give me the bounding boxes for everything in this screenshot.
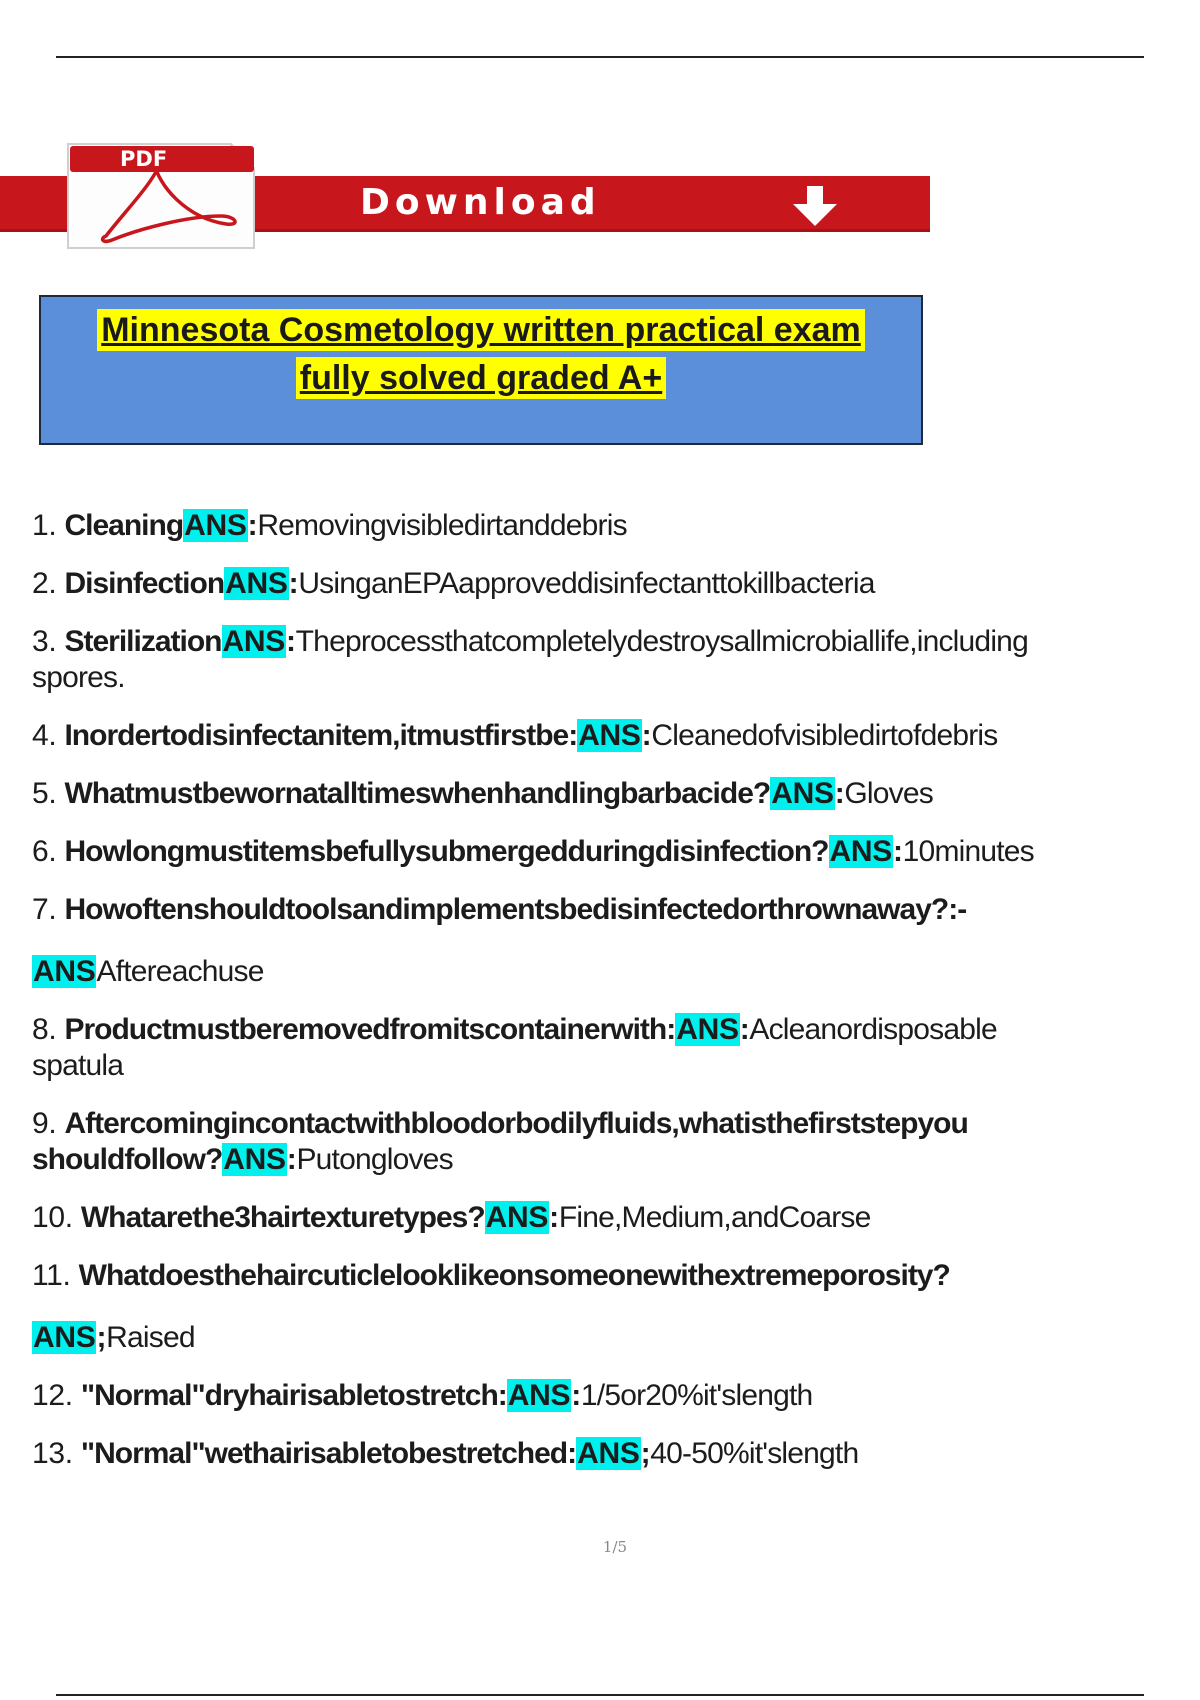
item-answer: Gloves — [844, 777, 933, 810]
item-question: Whatmustbewornatalltimeswhenhandlingbarbacide? — [64, 777, 771, 810]
item-number: 6. — [32, 835, 57, 868]
list-item — [32, 1106, 1192, 1178]
item-question: Aftercomingincontactwithbloodorbodilyfluids,whatisthefirststepyou — [64, 1107, 968, 1140]
item-number: 12. — [32, 1379, 73, 1412]
pdf-label: PDF — [120, 147, 168, 171]
download-label[interactable]: Download — [360, 182, 601, 223]
item-answer: 10minutes — [902, 835, 1034, 868]
list-item — [32, 834, 1192, 870]
item-answer-continued: spores. — [32, 661, 125, 694]
item-answer: Removingvisibledirtanddebris — [257, 509, 627, 542]
ans-marker: ANS — [485, 1201, 549, 1234]
item-question-continued: shouldfollow? — [32, 1143, 223, 1176]
item-answer: Cleanedofvisibledirtofdebris — [651, 719, 998, 752]
item-number: 10. — [32, 1201, 73, 1234]
item-separator: : — [549, 1201, 559, 1234]
item-answer: UsinganEPAapproveddisinfectanttokillbacteria — [298, 567, 875, 600]
item-question: Sterilization — [64, 625, 222, 658]
item-separator: : — [641, 719, 652, 752]
ans-marker: ANS — [577, 1437, 640, 1470]
item-separator: : — [892, 835, 903, 868]
item-number: 9. — [32, 1107, 57, 1140]
pdf-label-tag — [70, 146, 254, 172]
item-separator: : — [286, 1143, 297, 1176]
item-number: 8. — [32, 1013, 57, 1046]
list-item — [32, 1258, 1192, 1356]
item-number: 2. — [32, 567, 57, 600]
title-line-2: fully solved graded A+ — [296, 357, 666, 399]
item-question: Howlongmustitemsbefullysubmergedduringdisinfection? — [64, 835, 829, 868]
ans-marker: ANS — [578, 719, 641, 752]
item-answer: Putongloves — [296, 1143, 453, 1176]
item-question: Howoftenshouldtoolsandimplementsbedisinfectedorthrownaway?:- — [64, 893, 967, 926]
item-separator: ; — [96, 1321, 107, 1354]
item-question: Disinfection — [64, 567, 225, 600]
title-line-1: Minnesota Cosmetology written practical exam — [97, 309, 865, 351]
item-answer: Acleanordisposable — [749, 1013, 997, 1046]
ans-marker: ANS — [33, 1321, 96, 1354]
download-banner[interactable] — [0, 132, 940, 252]
ans-marker: ANS — [223, 1143, 286, 1176]
item-number: 7. — [32, 893, 57, 926]
list-item — [32, 1012, 1192, 1084]
list-item — [32, 1200, 1192, 1236]
list-item — [32, 508, 1192, 544]
item-answer: Fine,Medium,andCoarse — [558, 1201, 871, 1234]
list-item — [32, 1378, 1192, 1414]
item-separator: : — [739, 1013, 750, 1046]
item-answer: 1/5or20%it'slength — [580, 1379, 813, 1412]
list-item — [32, 624, 1192, 696]
item-answer-line — [32, 1320, 1192, 1356]
list-item — [32, 892, 1192, 990]
item-separator: : — [288, 567, 299, 600]
item-separator: : — [834, 777, 845, 810]
ans-marker: ANS — [507, 1379, 571, 1412]
item-number: 11. — [32, 1259, 71, 1292]
item-question: Cleaning — [64, 509, 184, 542]
list-item — [32, 566, 1192, 602]
item-separator: : — [247, 509, 258, 542]
item-answer: Raised — [106, 1321, 195, 1354]
ans-marker: ANS — [225, 567, 288, 600]
item-number: 1. — [32, 509, 57, 542]
item-question: "Normal"dryhairisabletostretch: — [80, 1379, 507, 1412]
item-question: Whatdoesthehaircuticlelooklikeonsomeonewithextremeporosity? — [78, 1259, 950, 1292]
ans-marker: ANS — [771, 777, 834, 810]
list-item — [32, 776, 1192, 812]
item-separator: ; — [640, 1437, 651, 1470]
pdf-document-icon — [66, 140, 256, 250]
list-item — [32, 1436, 1192, 1472]
item-number: 4. — [32, 719, 57, 752]
item-separator: : — [285, 625, 296, 658]
item-number: 3. — [32, 625, 57, 658]
item-number: 5. — [32, 777, 57, 810]
item-question: Whatarethe3hairtexturetypes? — [80, 1201, 485, 1234]
qa-list — [32, 508, 1192, 1494]
bottom-rule — [56, 1694, 1144, 1696]
list-item — [32, 718, 1192, 754]
item-answer: 40-50%it'slength — [650, 1437, 859, 1470]
ans-marker: ANS — [222, 625, 285, 658]
item-number: 13. — [32, 1437, 73, 1470]
ans-marker: ANS — [676, 1013, 739, 1046]
page-number: 1/5 — [602, 1538, 628, 1556]
item-question: "Normal"wethairisabletobestretched: — [80, 1437, 577, 1470]
item-answer-line — [32, 954, 1192, 990]
item-answer-continued: spatula — [32, 1049, 124, 1082]
ans-marker: ANS — [184, 509, 247, 542]
ans-marker: ANS — [33, 955, 96, 988]
top-rule — [56, 56, 1144, 58]
ans-marker: ANS — [829, 835, 892, 868]
title-box — [39, 295, 923, 445]
item-separator: : — [571, 1379, 581, 1412]
item-question: Inordertodisinfectanitem,itmustfirstbe: — [64, 719, 578, 752]
download-arrow-icon[interactable] — [785, 184, 845, 233]
item-answer: Aftereachuse — [96, 955, 264, 988]
item-question: Productmustberemovedfromitscontainerwith: — [64, 1013, 676, 1046]
item-answer: Theprocessthatcompletelydestroysallmicrobiallife,including — [295, 625, 1028, 658]
